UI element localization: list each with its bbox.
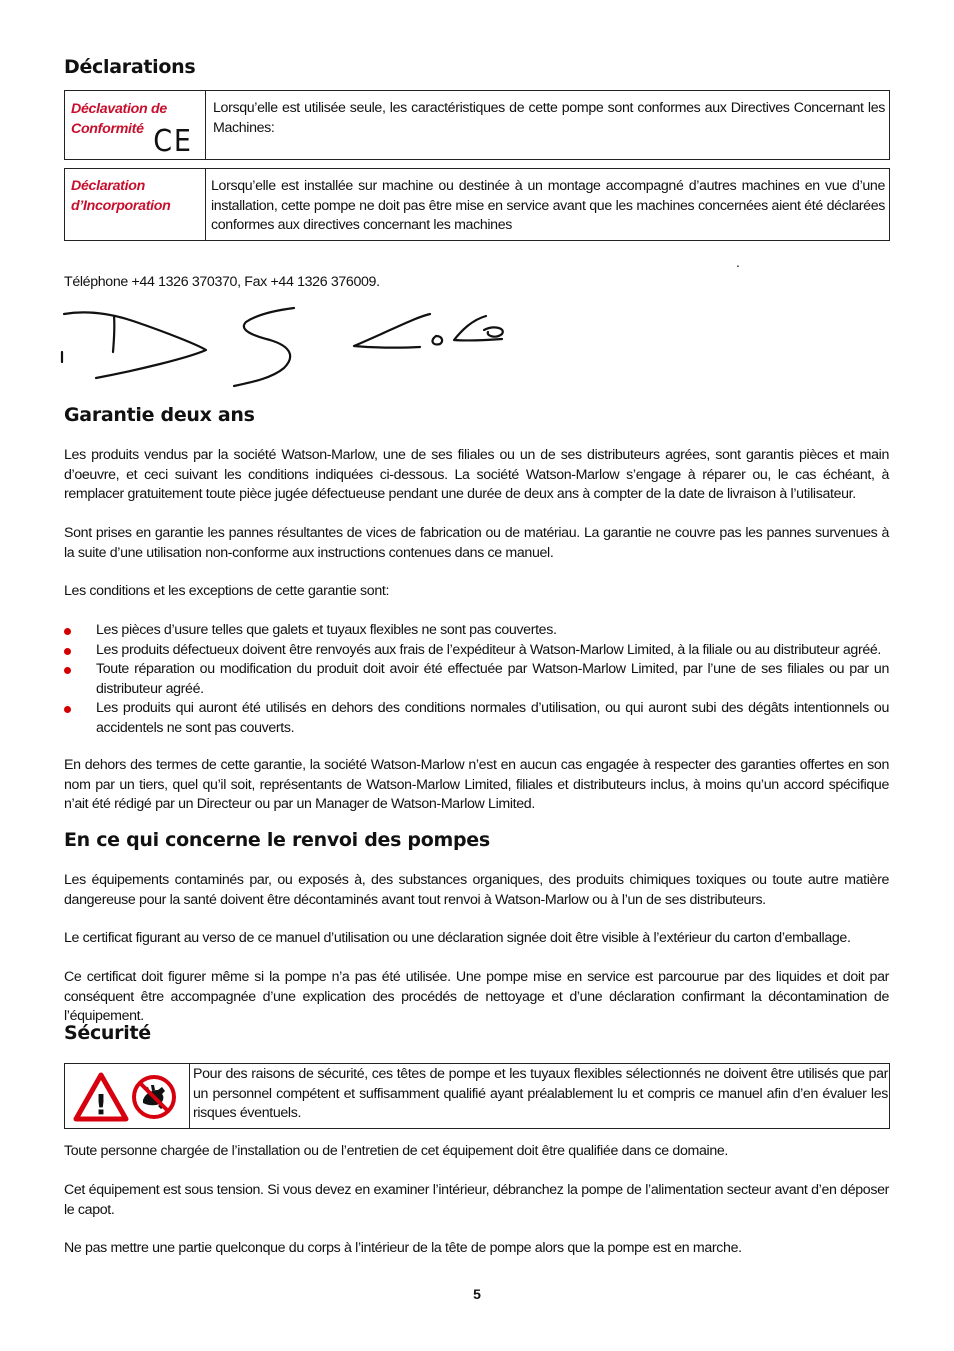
bullet-icon — [64, 706, 71, 713]
bullet-icon — [64, 628, 71, 635]
heading-safety: Sécurité — [64, 1022, 151, 1044]
list-item: Les produits qui auront été utilisés en dehors des conditions normales d’utilisation, ou qui auront subi des dégâts intentionnels ou accidentels ne sont pas couverts. — [64, 699, 889, 738]
list-item: Les produits défectueux doivent être renvoyés aux frais de l’expéditeur à Watson-Marlow Limited, à la filiale ou au distributeur agréé. — [64, 641, 889, 661]
safety-icons-cell — [65, 1064, 190, 1128]
warranty-paragraph-4: En dehors des termes de cette garantie, la société Watson-Marlow n’est en aucun cas engagée à respecter des garanties offertes en son nom par un tiers, quel qu’il soit, représentants de Watson-Marlow Limited, filiales et distributeurs inclus, à moins qu’un accord spécifique n’ait été rédigé par un Directeur ou par un Manager de Watson-Marlow Limited. — [64, 757, 889, 812]
phone-fax: Téléphone +44 1326 370370, Fax +44 1326 376009. — [64, 274, 380, 290]
conformity-box — [64, 90, 890, 160]
incorporation-label-cell — [65, 169, 206, 240]
warranty-paragraph-1: Les produits vendus par la société Watson-Marlow, une de ses filiales ou un de ses distributeurs agrées, sont garantis pièces et main d’oeuvre, et ceci suivant les conditions indiquées ci-dessous. La société Watson-Marlow s’engage à réparer ou, le cas échéant, à remplacer gratuitement toute pièce jugée défectueuse pendant une durée de deux ans à compter de la date de livraison à l’utilisateur. — [64, 447, 889, 502]
heading-declarations: Déclarations — [64, 56, 196, 78]
warranty-bullet-list — [64, 621, 889, 738]
incorporation-label-line1: Déclaration — [71, 178, 145, 194]
stray-dot: . — [736, 254, 740, 270]
safety-box — [64, 1063, 890, 1129]
incorporation-box — [64, 168, 890, 241]
ce-mark-icon: CE — [153, 124, 193, 159]
conformity-label-cell — [65, 91, 206, 159]
warranty-paragraph-3: Les conditions et les exceptions de cette garantie sont: — [64, 583, 390, 599]
conformity-text: Lorsqu’elle est utilisée seule, les caractéristiques de cette pompe sont conformes aux Directives Concernant les Machines: — [213, 100, 885, 136]
conformity-label-line2: Conformité — [71, 120, 144, 137]
conformity-label-line1: Déclavation de — [71, 101, 167, 117]
svg-text:!: ! — [94, 1088, 108, 1121]
list-item: Les pièces d’usure telles que galets et tuyaux flexibles ne sont pas couvertes. — [64, 621, 889, 641]
page-number: 5 — [473, 1286, 481, 1302]
returns-paragraph-2: Le certificat figurant au verso de ce manuel d’utilisation ou une déclaration signée doit être visible à l’extérieur du carton d’emballage. — [64, 930, 851, 946]
returns-paragraph-3: Ce certificat doit figurer même si la pompe n’a pas été utilisée. Une pompe mise en service est parcourue par des liquides et doit par conséquent être accompagnée d’une explication des procédés de nettoyage et d’une déclaration confirmant la décontamination de l’équipement. — [64, 969, 889, 1024]
bullet-icon — [64, 648, 71, 655]
signature-image — [58, 300, 518, 392]
safety-paragraph-2: Cet équipement est sous tension. Si vous devez en examiner l’intérieur, débranchez la pompe de l’alimentation secteur avant d’en déposer le capot. — [64, 1182, 889, 1218]
warning-triangle-icon — [73, 1072, 129, 1122]
incorporation-label-line2: d’Incorporation — [71, 197, 171, 214]
safety-paragraph-1: Toute personne chargée de l’installation ou de l’entretien de cet équipement doit être qualifiée dans ce domaine. — [64, 1143, 728, 1159]
safety-box-text: Pour des raisons de sécurité, ces têtes de pompe et les tuyaux flexibles sélectionnés ne doivent être utilisés que par un personnel compétent et suffisamment qualifié ayant préalablement lu et compris ce manuel afin d’en évaluer les risques éventuels. — [193, 1066, 888, 1121]
no-hands-icon — [131, 1074, 177, 1120]
returns-paragraph-1: Les équipements contaminés par, ou exposés à, des substances organiques, des produits chimiques toxiques ou toute autre matière dangereuse pour la santé doivent être décontaminés avant tout renvoi à Watson-Marlow ou à l’un de ses distributeurs. — [64, 872, 889, 908]
bullet-icon — [64, 667, 71, 674]
warranty-paragraph-2: Sont prises en garantie les pannes résultantes de vices de fabrication ou de matériau. La garantie ne couvre pas les pannes survenues à la suite d’une utilisation non-conforme aux instructions contenues dans ce manuel. — [64, 525, 889, 561]
safety-paragraph-3: Ne pas mettre une partie quelconque du corps à l’intérieur de la tête de pompe alors que la pompe est en marche. — [64, 1240, 742, 1256]
list-item: Toute réparation ou modification du produit doit avoir été effectuée par Watson-Marlow Limited, par l’une de ses filiales ou par un distributeur agréé. — [64, 660, 889, 699]
heading-warranty: Garantie deux ans — [64, 404, 255, 426]
incorporation-text: Lorsqu’elle est installée sur machine ou destinée à un montage accompagné d’autres machines en vue d’une installation, cette pompe ne doit pas être mise en service avant que les machines concernées aient été déclarées conformes aux directives concernant les machines — [211, 178, 885, 233]
heading-returns: En ce qui concerne le renvoi des pompes — [64, 829, 490, 851]
